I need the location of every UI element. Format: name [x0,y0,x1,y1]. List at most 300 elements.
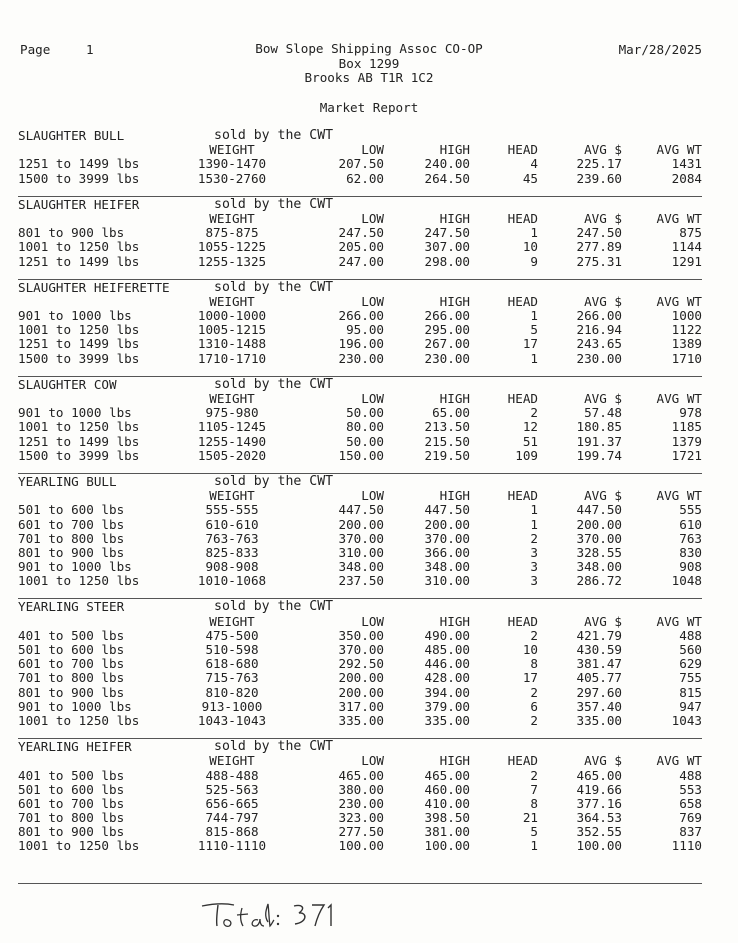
avg-price: 377.16 [576,795,622,811]
col-avg-header: AVG $ [584,210,622,226]
avg-price: 216.94 [576,322,622,338]
col-weight-header: WEIGHT [209,753,255,769]
weight-span: 1043-1043 [197,712,267,728]
weight-range: 401 to 500 lbs [18,767,125,783]
low-price: 465.00 [338,767,384,783]
report-section [18,473,702,599]
col-low-header: LOW [361,613,384,629]
weight-range: 1251 to 1499 lbs [18,433,140,449]
avg-weight: 837 [679,824,702,840]
weight-span: 1310-1488 [197,336,267,352]
table-row [18,657,702,671]
high-price: 490.00 [424,627,470,643]
avg-weight: 1122 [671,322,702,338]
avg-weight: 1048 [671,573,702,589]
avg-price: 328.55 [576,544,622,560]
avg-price: 247.50 [576,225,622,241]
low-price: 317.00 [338,698,384,714]
section-spacer [18,728,702,738]
col-avg-header: AVG $ [584,391,622,406]
col-head-header: HEAD [507,293,538,309]
head-count: 2 [530,712,538,728]
head-count: 3 [530,544,538,560]
weight-range: 801 to 900 lbs [18,824,125,840]
avg-weight: 908 [679,559,702,575]
high-price: 213.50 [424,419,470,435]
avg-weight: 488 [679,627,702,643]
weight-range: 501 to 600 lbs [18,781,125,797]
section-name: SLAUGHTER HEIFERETTE [18,279,170,295]
head-count: 2 [530,767,538,783]
high-price: 348.00 [424,559,470,575]
high-price: 428.00 [424,670,470,686]
section-name: YEARLING HEIFER [18,739,132,755]
low-price: 207.50 [338,156,384,172]
high-price: 230.00 [424,350,470,366]
sold-by-label: sold by the CWT [214,599,334,615]
column-header-row [18,754,702,768]
col-high-header: HIGH [439,142,470,158]
weight-range: 1001 to 1250 lbs [18,838,140,854]
head-count: 2 [530,405,538,421]
avg-weight: 1144 [671,239,702,255]
report-section [18,598,702,738]
high-price: 485.00 [424,642,470,657]
avg-price: 419.66 [576,781,622,797]
col-high-header: HIGH [439,210,470,226]
low-price: 205.00 [338,239,384,255]
weight-span: 618-680 [205,656,259,672]
col-low-header: LOW [361,391,384,406]
weight-range: 1001 to 1250 lbs [18,239,140,255]
weight-range: 1001 to 1250 lbs [18,322,140,338]
weight-range: 701 to 800 lbs [18,810,125,826]
section-name: SLAUGHTER COW [18,376,117,392]
weight-range: 501 to 600 lbs [18,502,125,518]
report-title: Market Report [319,100,419,115]
head-count: 17 [522,336,538,352]
col-low-header: LOW [361,753,384,769]
high-price: 370.00 [424,530,470,546]
weight-range: 801 to 900 lbs [18,684,125,700]
head-count: 2 [530,627,538,643]
weight-span: 1255-1490 [197,433,267,449]
page-number: 1 [86,42,94,57]
weight-range: 501 to 600 lbs [18,642,125,657]
org-address [0,42,738,86]
weight-range: 1251 to 1499 lbs [18,253,140,269]
avg-weight: 629 [679,656,702,672]
weight-span: 1105-1245 [197,419,267,435]
col-weight-header: WEIGHT [209,210,255,226]
avg-weight: 815 [679,684,702,700]
col-avgwt-header: AVG WT [656,142,702,158]
low-price: 100.00 [338,838,384,854]
section-name: YEARLING STEER [18,599,125,615]
section-spacer [18,366,702,376]
avg-weight: 658 [679,795,702,811]
head-count: 10 [522,642,538,657]
head-count: 8 [530,656,538,672]
avg-price: 348.00 [576,559,622,575]
report-section [18,128,702,196]
table-row [18,449,702,463]
weight-range: 1001 to 1250 lbs [18,712,140,728]
avg-weight: 610 [679,516,702,532]
avg-weight: 1110 [671,838,702,854]
weight-span: 875-875 [205,225,259,241]
section-title-line [18,740,702,754]
table-row [18,420,702,434]
address-line1: Box 1299 [338,55,400,71]
low-price: 292.50 [338,656,384,672]
report-date: Mar/28/2025 [618,42,702,57]
weight-range: 1500 to 3999 lbs [18,350,140,366]
high-price: 366.00 [424,544,470,560]
section-spacer [18,269,702,279]
table-row [18,686,702,700]
table-row [18,337,702,351]
weight-span: 525-563 [205,781,259,797]
col-avg-header: AVG $ [584,753,622,769]
avg-price: 352.55 [576,824,622,840]
sold-by-label: sold by the CWT [214,739,334,755]
col-weight-header: WEIGHT [209,391,255,406]
table-row [18,797,702,811]
weight-range: 901 to 1000 lbs [18,405,132,421]
low-price: 50.00 [346,405,384,421]
col-avg-header: AVG $ [584,488,622,504]
table-row [18,546,702,560]
avg-weight: 553 [679,781,702,797]
report-section [18,196,702,279]
low-price: 380.00 [338,781,384,797]
table-row [18,323,702,337]
weight-span: 1530-2760 [197,170,267,186]
high-price: 446.00 [424,656,470,672]
table-row [18,309,702,323]
column-header-row [18,143,702,157]
head-count: 17 [522,670,538,686]
avg-weight: 488 [679,767,702,783]
section-spacer [18,854,702,864]
section-title-line [18,281,702,295]
weight-range: 1251 to 1499 lbs [18,156,140,172]
avg-price: 57.48 [584,405,622,421]
low-price: 447.50 [338,502,384,518]
avg-price: 199.74 [576,447,622,463]
head-count: 1 [530,350,538,366]
col-avg-header: AVG $ [584,613,622,629]
low-price: 230.00 [338,795,384,811]
org-name: Bow Slope Shipping Assoc CO-OP [255,41,483,56]
avg-price: 465.00 [576,767,622,783]
high-price: 65.00 [432,405,470,421]
sold-by-label: sold by the CWT [214,473,334,489]
head-count: 7 [530,781,538,797]
low-price: 247.00 [338,253,384,269]
weight-span: 656-665 [205,795,259,811]
col-weight-header: WEIGHT [209,142,255,158]
head-count: 109 [515,447,538,463]
head-count: 1 [530,225,538,241]
section-name: SLAUGHTER BULL [18,128,125,143]
head-count: 1 [530,502,538,518]
high-price: 215.50 [424,433,470,449]
high-price: 100.00 [424,838,470,854]
avg-weight: 2084 [671,170,702,186]
weight-span: 913-1000 [201,698,263,714]
avg-weight: 763 [679,530,702,546]
address-line2: Brooks AB T1R 1C2 [304,70,434,85]
weight-span: 1000-1000 [197,308,267,324]
table-row [18,839,702,853]
weight-span: 1390-1470 [197,156,267,172]
col-avgwt-header: AVG WT [656,753,702,769]
weight-range: 601 to 700 lbs [18,516,125,532]
col-head-header: HEAD [507,613,538,629]
avg-weight: 1185 [671,419,702,435]
head-count: 51 [522,433,538,449]
column-header-row [18,295,702,309]
high-price: 447.50 [424,502,470,518]
low-price: 348.00 [338,559,384,575]
col-low-header: LOW [361,142,384,158]
avg-price: 421.79 [576,627,622,643]
sold-by-label: sold by the CWT [214,196,334,212]
col-weight-header: WEIGHT [209,613,255,629]
high-price: 381.00 [424,824,470,840]
weight-range: 701 to 800 lbs [18,670,125,686]
head-count: 12 [522,419,538,435]
section-name: YEARLING BULL [18,473,117,489]
avg-price: 100.00 [576,838,622,854]
column-header-row [18,489,702,503]
col-high-header: HIGH [439,293,470,309]
high-price: 460.00 [424,781,470,797]
col-weight-header: WEIGHT [209,488,255,504]
avg-price: 266.00 [576,308,622,324]
weight-span: 1005-1215 [197,322,267,338]
sold-by-label: sold by the CWT [214,376,334,392]
table-row [18,629,702,643]
high-price: 264.50 [424,170,470,186]
table-row [18,811,702,825]
weight-range: 601 to 700 lbs [18,656,125,672]
section-spacer [18,463,702,473]
head-count: 3 [530,559,538,575]
low-price: 200.00 [338,670,384,686]
table-row [18,700,702,714]
high-price: 394.00 [424,684,470,700]
table-row [18,769,702,783]
low-price: 370.00 [338,530,384,546]
weight-span: 825-833 [205,544,259,560]
weight-span: 610-610 [205,516,259,532]
head-count: 4 [530,156,538,172]
low-price: 50.00 [346,433,384,449]
low-price: 350.00 [338,627,384,643]
weight-span: 1710-1710 [197,350,267,366]
head-count: 3 [530,573,538,589]
col-head-header: HEAD [507,488,538,504]
col-avgwt-header: AVG WT [656,613,702,629]
avg-weight: 1389 [671,336,702,352]
low-price: 266.00 [338,308,384,324]
weight-range: 401 to 500 lbs [18,627,125,643]
avg-price: 200.00 [576,516,622,532]
high-price: 298.00 [424,253,470,269]
low-price: 200.00 [338,684,384,700]
column-header-row [18,392,702,406]
col-high-header: HIGH [439,753,470,769]
low-price: 95.00 [346,322,384,338]
weight-range: 901 to 1000 lbs [18,698,132,714]
weight-span: 555-555 [205,502,259,518]
high-price: 398.50 [424,810,470,826]
avg-weight: 1291 [671,253,702,269]
avg-weight: 1043 [671,712,702,728]
avg-price: 430.59 [576,642,622,657]
head-count: 2 [530,684,538,700]
table-row [18,714,702,728]
col-low-header: LOW [361,210,384,226]
weight-span: 1010-1068 [197,573,267,589]
avg-weight: 947 [679,698,702,714]
weight-span: 488-488 [205,767,259,783]
head-count: 1 [530,838,538,854]
head-count: 10 [522,239,538,255]
low-price: 62.00 [346,170,384,186]
high-price: 240.00 [424,156,470,172]
weight-range: 1001 to 1250 lbs [18,573,140,589]
handwritten-total [198,898,348,934]
weight-span: 744-797 [205,810,259,826]
avg-price: 297.60 [576,684,622,700]
high-price: 310.00 [424,573,470,589]
avg-price: 277.89 [576,239,622,255]
section-title-line [18,475,702,489]
weight-span: 1505-2020 [197,447,267,463]
col-avgwt-header: AVG WT [656,210,702,226]
head-count: 1 [530,308,538,324]
col-high-header: HIGH [439,391,470,406]
weight-span: 810-820 [205,684,259,700]
avg-price: 239.60 [576,170,622,186]
avg-weight: 1721 [671,447,702,463]
avg-price: 230.00 [576,350,622,366]
section-name: SLAUGHTER HEIFER [18,196,140,212]
weight-span: 1110-1110 [197,838,267,854]
avg-weight: 1379 [671,433,702,449]
avg-weight: 560 [679,642,702,657]
col-head-header: HEAD [507,142,538,158]
low-price: 370.00 [338,642,384,657]
avg-weight: 1000 [671,308,702,324]
section-spacer [18,186,702,196]
high-price: 295.00 [424,322,470,338]
avg-price: 364.53 [576,810,622,826]
weight-span: 908-908 [205,559,259,575]
weight-range: 1001 to 1250 lbs [18,419,140,435]
high-price: 335.00 [424,712,470,728]
table-row [18,825,702,839]
high-price: 410.00 [424,795,470,811]
low-price: 277.50 [338,824,384,840]
table-row [18,435,702,449]
head-count: 21 [522,810,538,826]
avg-price: 381.47 [576,656,622,672]
high-price: 266.00 [424,308,470,324]
avg-weight: 755 [679,670,702,686]
table-row [18,157,702,171]
table-row [18,671,702,685]
head-count: 1 [530,516,538,532]
low-price: 323.00 [338,810,384,826]
weight-span: 815-868 [205,824,259,840]
table-row [18,518,702,532]
sold-by-label: sold by the CWT [214,279,334,295]
col-head-header: HEAD [507,210,538,226]
weight-range: 801 to 900 lbs [18,225,125,241]
low-price: 230.00 [338,350,384,366]
avg-price: 335.00 [576,712,622,728]
low-price: 200.00 [338,516,384,532]
weight-span: 763-763 [205,530,259,546]
page-label: Page [20,42,51,57]
table-row [18,503,702,517]
avg-weight: 978 [679,405,702,421]
table-row [18,226,702,240]
col-high-header: HIGH [439,613,470,629]
weight-range: 901 to 1000 lbs [18,308,132,324]
avg-price: 357.40 [576,698,622,714]
avg-price: 180.85 [576,419,622,435]
avg-weight: 1431 [671,156,702,172]
weight-span: 510-598 [205,642,259,657]
weight-range: 901 to 1000 lbs [18,559,132,575]
weight-range: 701 to 800 lbs [18,530,125,546]
avg-price: 225.17 [576,156,622,172]
weight-span: 1255-1325 [197,253,267,269]
table-row [18,783,702,797]
high-price: 465.00 [424,767,470,783]
section-title-line [18,129,702,143]
weight-span: 715-763 [205,670,259,686]
sold-by-label: sold by the CWT [214,128,334,143]
high-price: 200.00 [424,516,470,532]
col-head-header: HEAD [507,391,538,406]
head-count: 5 [530,322,538,338]
avg-weight: 875 [679,225,702,241]
col-avgwt-header: AVG WT [656,391,702,406]
column-header-row [18,615,702,629]
avg-weight: 830 [679,544,702,560]
head-count: 5 [530,824,538,840]
low-price: 150.00 [338,447,384,463]
avg-weight: 1710 [671,350,702,366]
table-row [18,406,702,420]
weight-span: 475-500 [205,627,259,643]
col-avg-header: AVG $ [584,293,622,309]
weight-range: 1251 to 1499 lbs [18,336,140,352]
weight-span: 975-980 [205,405,259,421]
table-row [18,532,702,546]
head-count: 9 [530,253,538,269]
low-price: 310.00 [338,544,384,560]
avg-price: 243.65 [576,336,622,352]
avg-price: 370.00 [576,530,622,546]
